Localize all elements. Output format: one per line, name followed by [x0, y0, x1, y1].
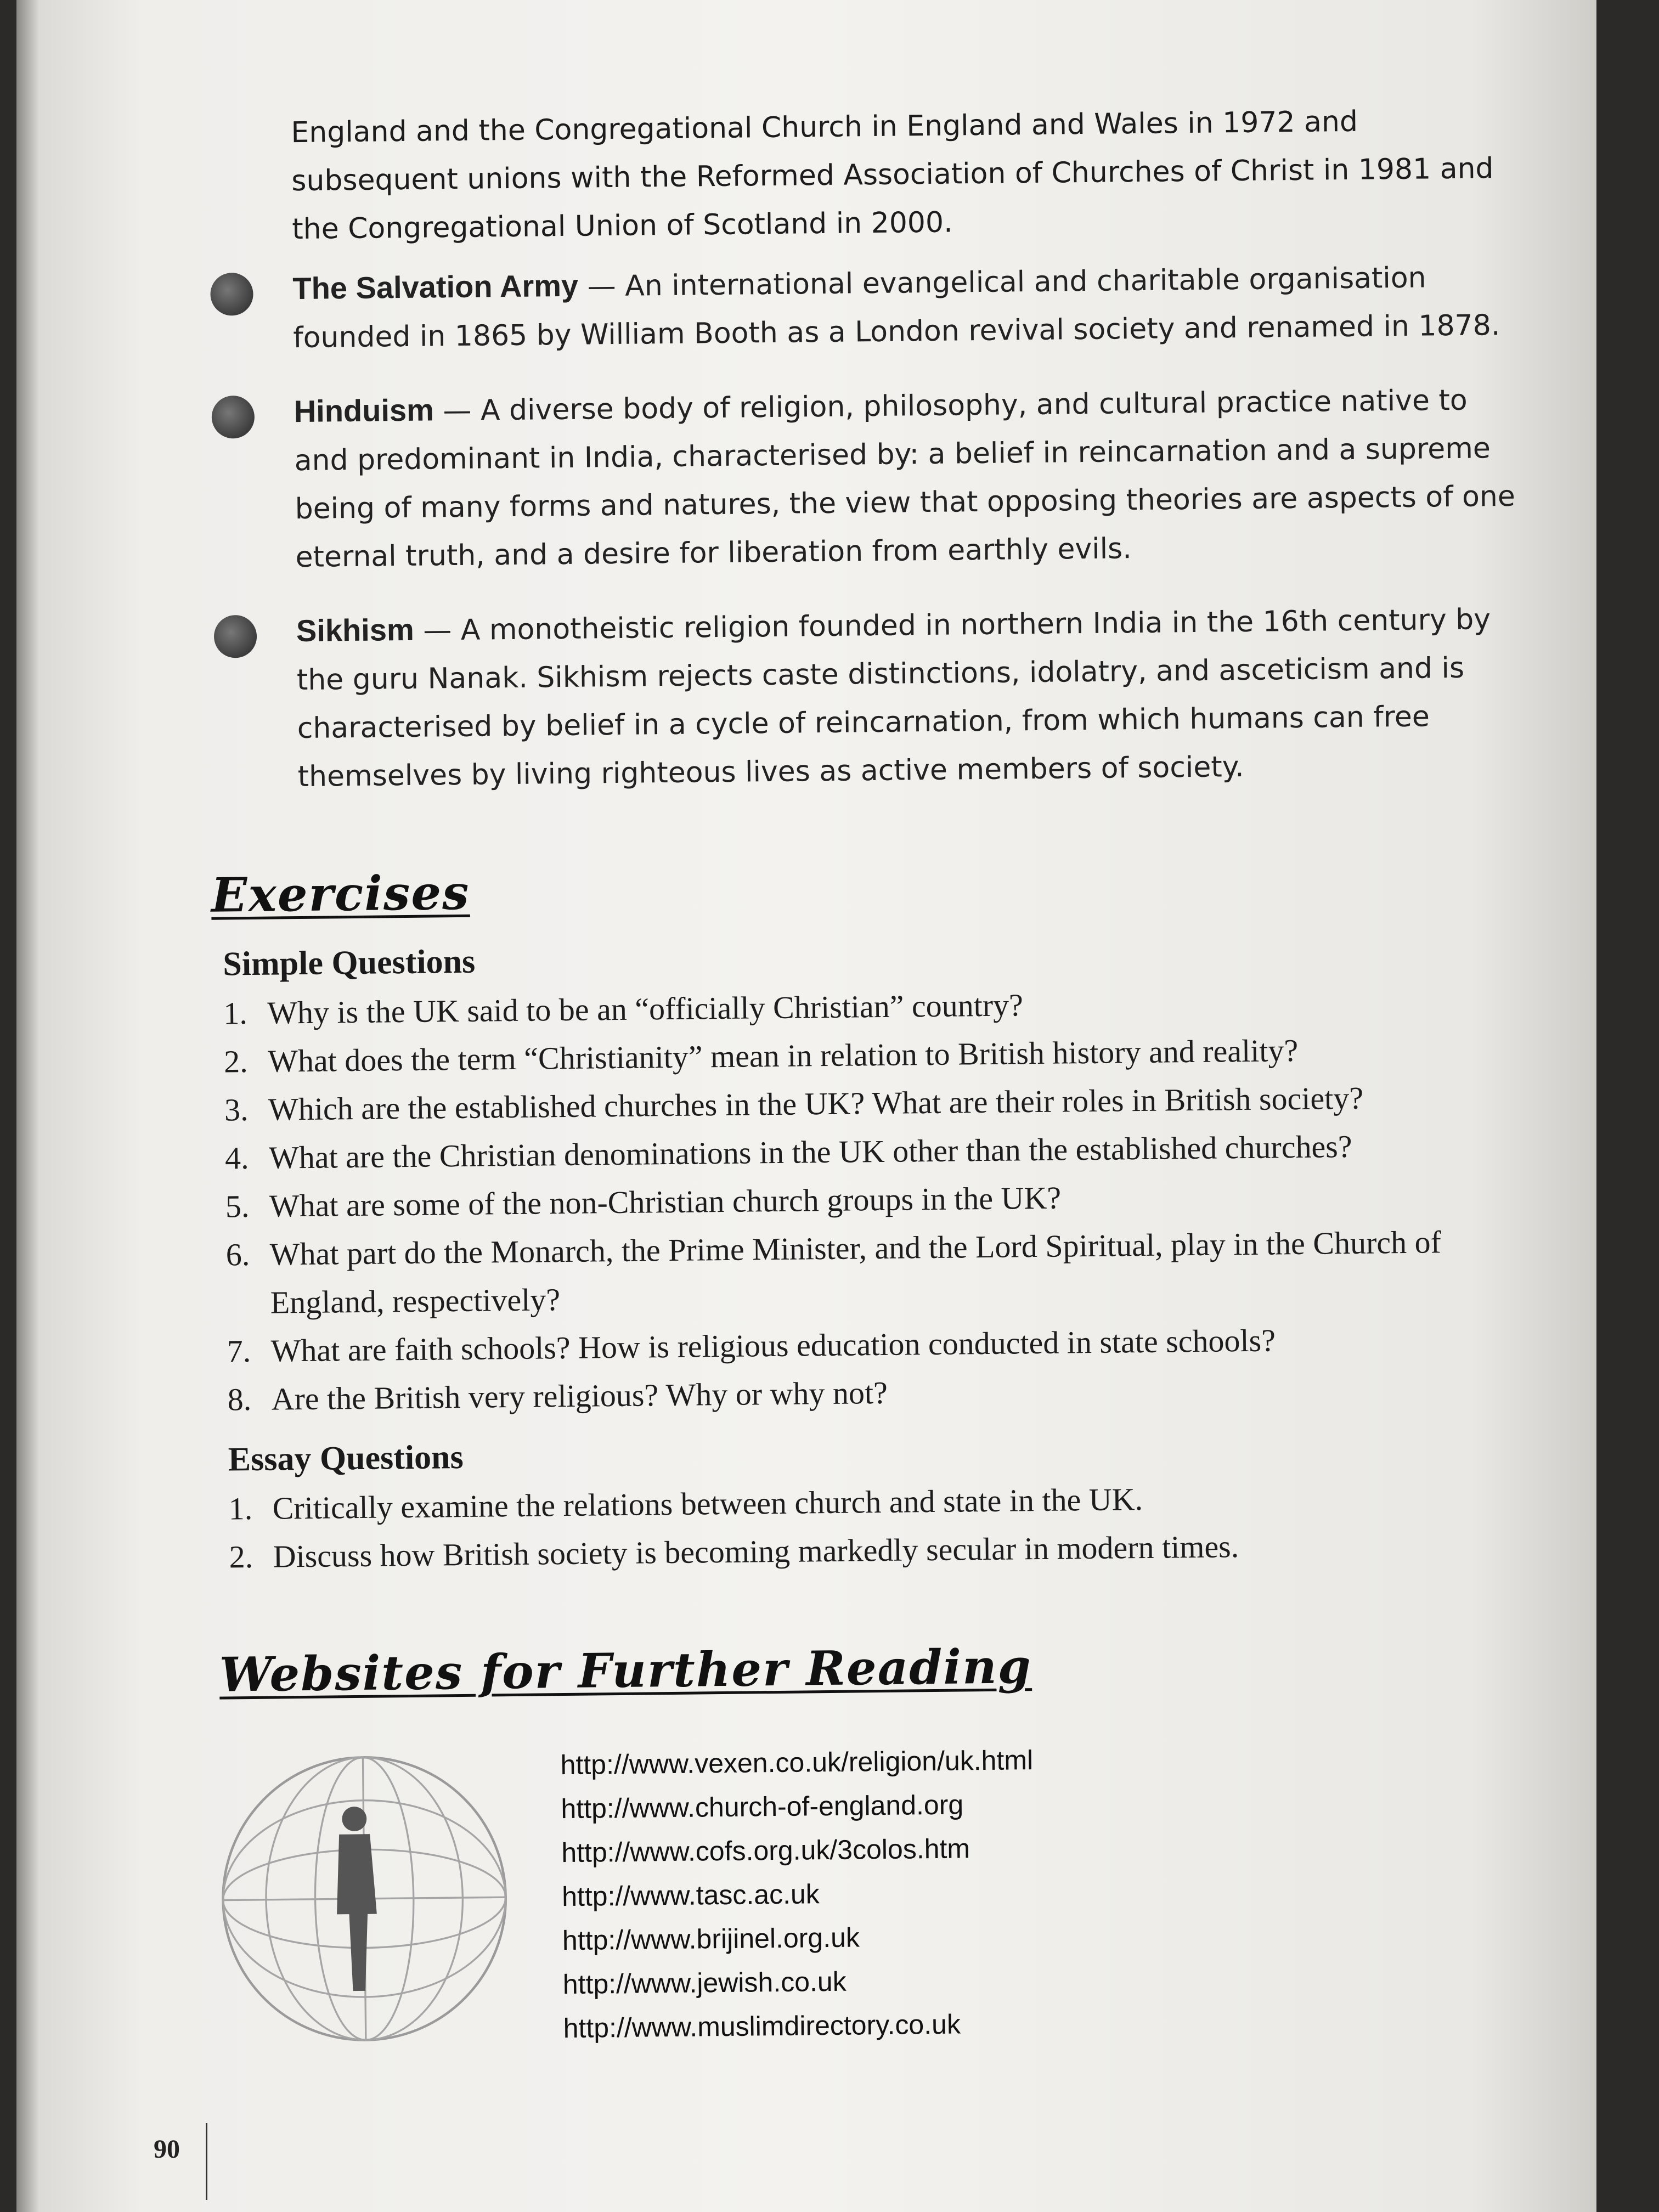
websites-heading: Websites for Further Reading [219, 1639, 1032, 1703]
website-link[interactable]: http://www.vexen.co.uk/religion/uk.html [560, 1745, 1034, 1781]
question-text: Which are the established churches in the UK? What are their roles in British society? [268, 1080, 1364, 1127]
question-text: What are the Christian denominations in the UK other than the established churches? [268, 1128, 1352, 1176]
website-link[interactable]: http://www.brijinel.org.uk [562, 1922, 860, 1956]
question-text: What part do the Monarch, the Prime Minister, and the Lord Spiritual, play in the Church of England, respectively? [269, 1224, 1442, 1321]
question-number: 3. [224, 1092, 249, 1128]
question-number: 2. [223, 1043, 249, 1080]
question-text: What does the term “Christianity” mean in relation to British history and reality? [267, 1032, 1299, 1079]
entry-text [296, 594, 1532, 802]
question-number: 5. [225, 1188, 250, 1224]
question-number: 2. [229, 1538, 253, 1575]
page-content [192, 96, 1541, 2109]
simple-questions-list [223, 976, 1533, 1424]
website-link[interactable]: http://www.church-of-england.org [561, 1789, 964, 1825]
websites-section [209, 1711, 1541, 2108]
question-number: 7. [227, 1333, 251, 1369]
question-number: 8. [227, 1381, 252, 1418]
website-link[interactable]: http://www.tasc.ac.uk [561, 1878, 820, 1912]
glossary-entry-hinduism [294, 375, 1530, 582]
question-text: Critically examine the relations between church and state in the UK. [272, 1481, 1143, 1526]
question-item [225, 1217, 1521, 1328]
bullet-icon [210, 273, 253, 316]
question-number: 6. [225, 1237, 250, 1273]
page-number-rule [206, 2123, 207, 2200]
bullet-icon [214, 615, 257, 658]
entry-term: The Salvation Army [292, 268, 579, 306]
page-number: 90 [154, 2135, 180, 2164]
entry-term: Hinduism [294, 392, 435, 429]
exercises-heading: Exercises [211, 865, 470, 923]
question-number: 1. [223, 995, 248, 1031]
glossary-entry-sikhism [296, 594, 1532, 802]
book-page [16, 0, 1596, 2212]
website-link[interactable]: http://www.muslimdirectory.co.uk [563, 2008, 961, 2044]
glossary-entry-salvation-army [292, 252, 1528, 363]
entry-text [292, 252, 1528, 363]
question-text: Why is the UK said to be an “officially Christian” country? [267, 987, 1024, 1031]
intro-paragraph: England and the Congregational Church in England and Wales in 1972 and subsequent unions with the Reformed Association of Churches of Christ in 1981 and the Congregational Union of Scotland in 2000. [291, 105, 1494, 246]
simple-questions-heading: Simple Questions [222, 943, 476, 983]
website-link[interactable]: http://www.cofs.org.uk/3colos.htm [561, 1833, 970, 1869]
question-number: 1. [228, 1490, 253, 1527]
entry-definition: — An international evangelical and charitable organisation founded in 1865 by William Booth as a London revival society and renamed in 1878. [293, 261, 1500, 355]
essay-questions-heading: Essay Questions [228, 1438, 464, 1479]
question-text: What are some of the non-Christian church groups in the UK? [269, 1180, 1062, 1224]
website-links [560, 1738, 1036, 2050]
globe-person-illustration [209, 1743, 520, 2054]
question-number: 4. [224, 1140, 249, 1176]
question-text: Discuss how British society is becoming markedly secular in modern times. [273, 1528, 1239, 1575]
question-text: Are the British very religious? Why or why not? [271, 1374, 888, 1417]
question-text: What are faith schools? How is religious education conducted in state schools? [270, 1322, 1276, 1369]
entry-term: Sikhism [296, 612, 415, 648]
entry-text [294, 375, 1530, 582]
essay-questions-list [228, 1471, 1535, 1582]
entry-definition: — A monotheistic religion founded in northern India in the 16th century by the guru Nanak. Sikhism rejects caste distinctions, idolatry, and asceticism and is characterised by belief in a cycle of reincarnation, from which humans can free themselves by living righteous lives as active members of society. [296, 603, 1491, 794]
website-link[interactable]: http://www.jewish.co.uk [562, 1966, 847, 2000]
entry-definition: — A diverse body of religion, philosophy, and cultural practice native to and predominant in India, characterised by: a belief in reincarnation and a supreme being of many forms and natures, the view that opposing theories are aspects of one eternal truth, and a desire for liberation from earthly evils. [294, 383, 1516, 574]
bullet-icon [211, 396, 255, 439]
page-gutter-shadow [16, 0, 38, 2212]
